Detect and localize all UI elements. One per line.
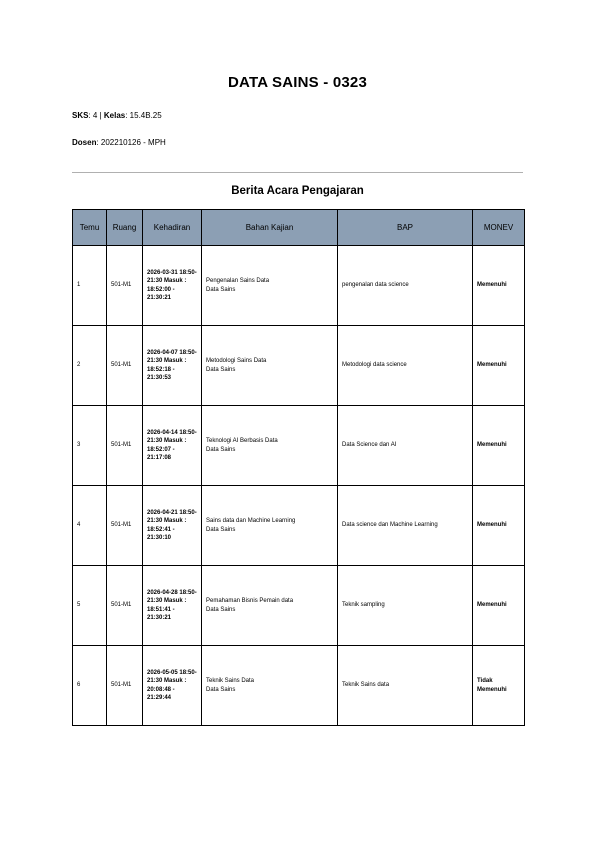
bahan-kajian-course: Data Sains	[206, 286, 236, 293]
bahan-kajian-topic: Pengenalan Sains Data	[206, 278, 270, 285]
cell-kehadiran: 2026-04-07 18:50-21:30 Masuk : 18:52:18 - 21:30:53	[143, 326, 202, 406]
cell-kehadiran: 2026-04-21 18:50-21:30 Masuk : 18:52:41 - 21:30:10	[143, 486, 202, 566]
bahan-kajian-course: Data Sains	[206, 686, 236, 693]
header-ruang: Ruang	[107, 210, 143, 246]
bahan-kajian-topic: Teknik Sains Data	[206, 678, 255, 685]
bahan-kajian-topic: Metodologi Sains Data	[206, 358, 267, 365]
cell-temu: 1	[73, 246, 107, 326]
cell-kehadiran: 2026-04-14 18:50-21:30 Masuk : 18:52:07 - 21:17:08	[143, 406, 202, 486]
cell-bahan-kajian	[202, 406, 338, 486]
dosen-label: Dosen	[72, 138, 97, 147]
cell-bap: Teknik Sains data	[338, 646, 473, 726]
cell-monev: Memenuhi	[473, 566, 525, 646]
bap-table	[72, 209, 525, 726]
cell-temu: 2	[73, 326, 107, 406]
bahan-kajian-topic: Sains data dan Machine Learning	[206, 518, 296, 525]
cell-bap: pengenalan data science	[338, 246, 473, 326]
cell-bap: Teknik sampling	[338, 566, 473, 646]
cell-monev: Tidak Memenuhi	[473, 646, 525, 726]
cell-bahan-kajian	[202, 246, 338, 326]
bahan-kajian-course: Data Sains	[206, 606, 236, 613]
cell-temu: 3	[73, 406, 107, 486]
cell-ruang: 501-M1	[107, 406, 143, 486]
cell-monev: Memenuhi	[473, 406, 525, 486]
divider	[72, 172, 523, 173]
cell-kehadiran: 2026-04-28 18:50-21:30 Masuk : 18:51:41 - 21:30:21	[143, 566, 202, 646]
cell-bap: Metodologi data science	[338, 326, 473, 406]
course-meta	[72, 111, 162, 120]
bahan-kajian-course: Data Sains	[206, 446, 236, 453]
cell-ruang: 501-M1	[107, 566, 143, 646]
table-row	[73, 406, 525, 486]
page-title: DATA SAINS - 0323	[228, 74, 367, 91]
cell-bap: Data science dan Machine Learning	[338, 486, 473, 566]
section-title: Berita Acara Pengajaran	[231, 185, 364, 197]
cell-kehadiran: 2026-05-05 18:50-21:30 Masuk : 20:08:48 - 21:29:44	[143, 646, 202, 726]
table-row	[73, 246, 525, 326]
lecturer-meta	[72, 138, 166, 147]
sks-label: SKS	[72, 111, 89, 120]
cell-temu: 6	[73, 646, 107, 726]
cell-temu: 4	[73, 486, 107, 566]
bahan-kajian-course: Data Sains	[206, 366, 236, 373]
header-bahan-kajian: Bahan Kajian	[202, 210, 338, 246]
cell-monev: Memenuhi	[473, 246, 525, 326]
cell-bahan-kajian	[202, 646, 338, 726]
cell-ruang: 501-M1	[107, 486, 143, 566]
header-monev: MONEV	[473, 210, 525, 246]
dosen-value: : 202210126 - MPH	[96, 138, 166, 147]
table-row	[73, 566, 525, 646]
kelas-label: Kelas	[103, 111, 126, 120]
header-kehadiran: Kehadiran	[143, 210, 202, 246]
bahan-kajian-topic: Teknologi AI Berbasis Data	[206, 438, 278, 445]
header-bap: BAP	[338, 210, 473, 246]
cell-ruang: 501-M1	[107, 246, 143, 326]
table-row	[73, 486, 525, 566]
table-header-row	[73, 210, 525, 246]
cell-bahan-kajian	[202, 486, 338, 566]
cell-ruang: 501-M1	[107, 326, 143, 406]
bahan-kajian-topic: Pemahaman Bisnis Pemain data	[206, 598, 294, 605]
kelas-value: : 15.4B.25	[125, 111, 162, 120]
table-row	[73, 326, 525, 406]
cell-monev: Memenuhi	[473, 326, 525, 406]
cell-bahan-kajian	[202, 326, 338, 406]
cell-temu: 5	[73, 566, 107, 646]
cell-kehadiran: 2026-03-31 18:50-21:30 Masuk : 18:52:00 - 21:30:21	[143, 246, 202, 326]
header-temu: Temu	[73, 210, 107, 246]
cell-bahan-kajian	[202, 566, 338, 646]
cell-monev: Memenuhi	[473, 486, 525, 566]
sks-value: : 4 |	[88, 111, 104, 120]
cell-ruang: 501-M1	[107, 646, 143, 726]
table-row	[73, 646, 525, 726]
cell-bap: Data Science dan AI	[338, 406, 473, 486]
bahan-kajian-course: Data Sains	[206, 526, 236, 533]
